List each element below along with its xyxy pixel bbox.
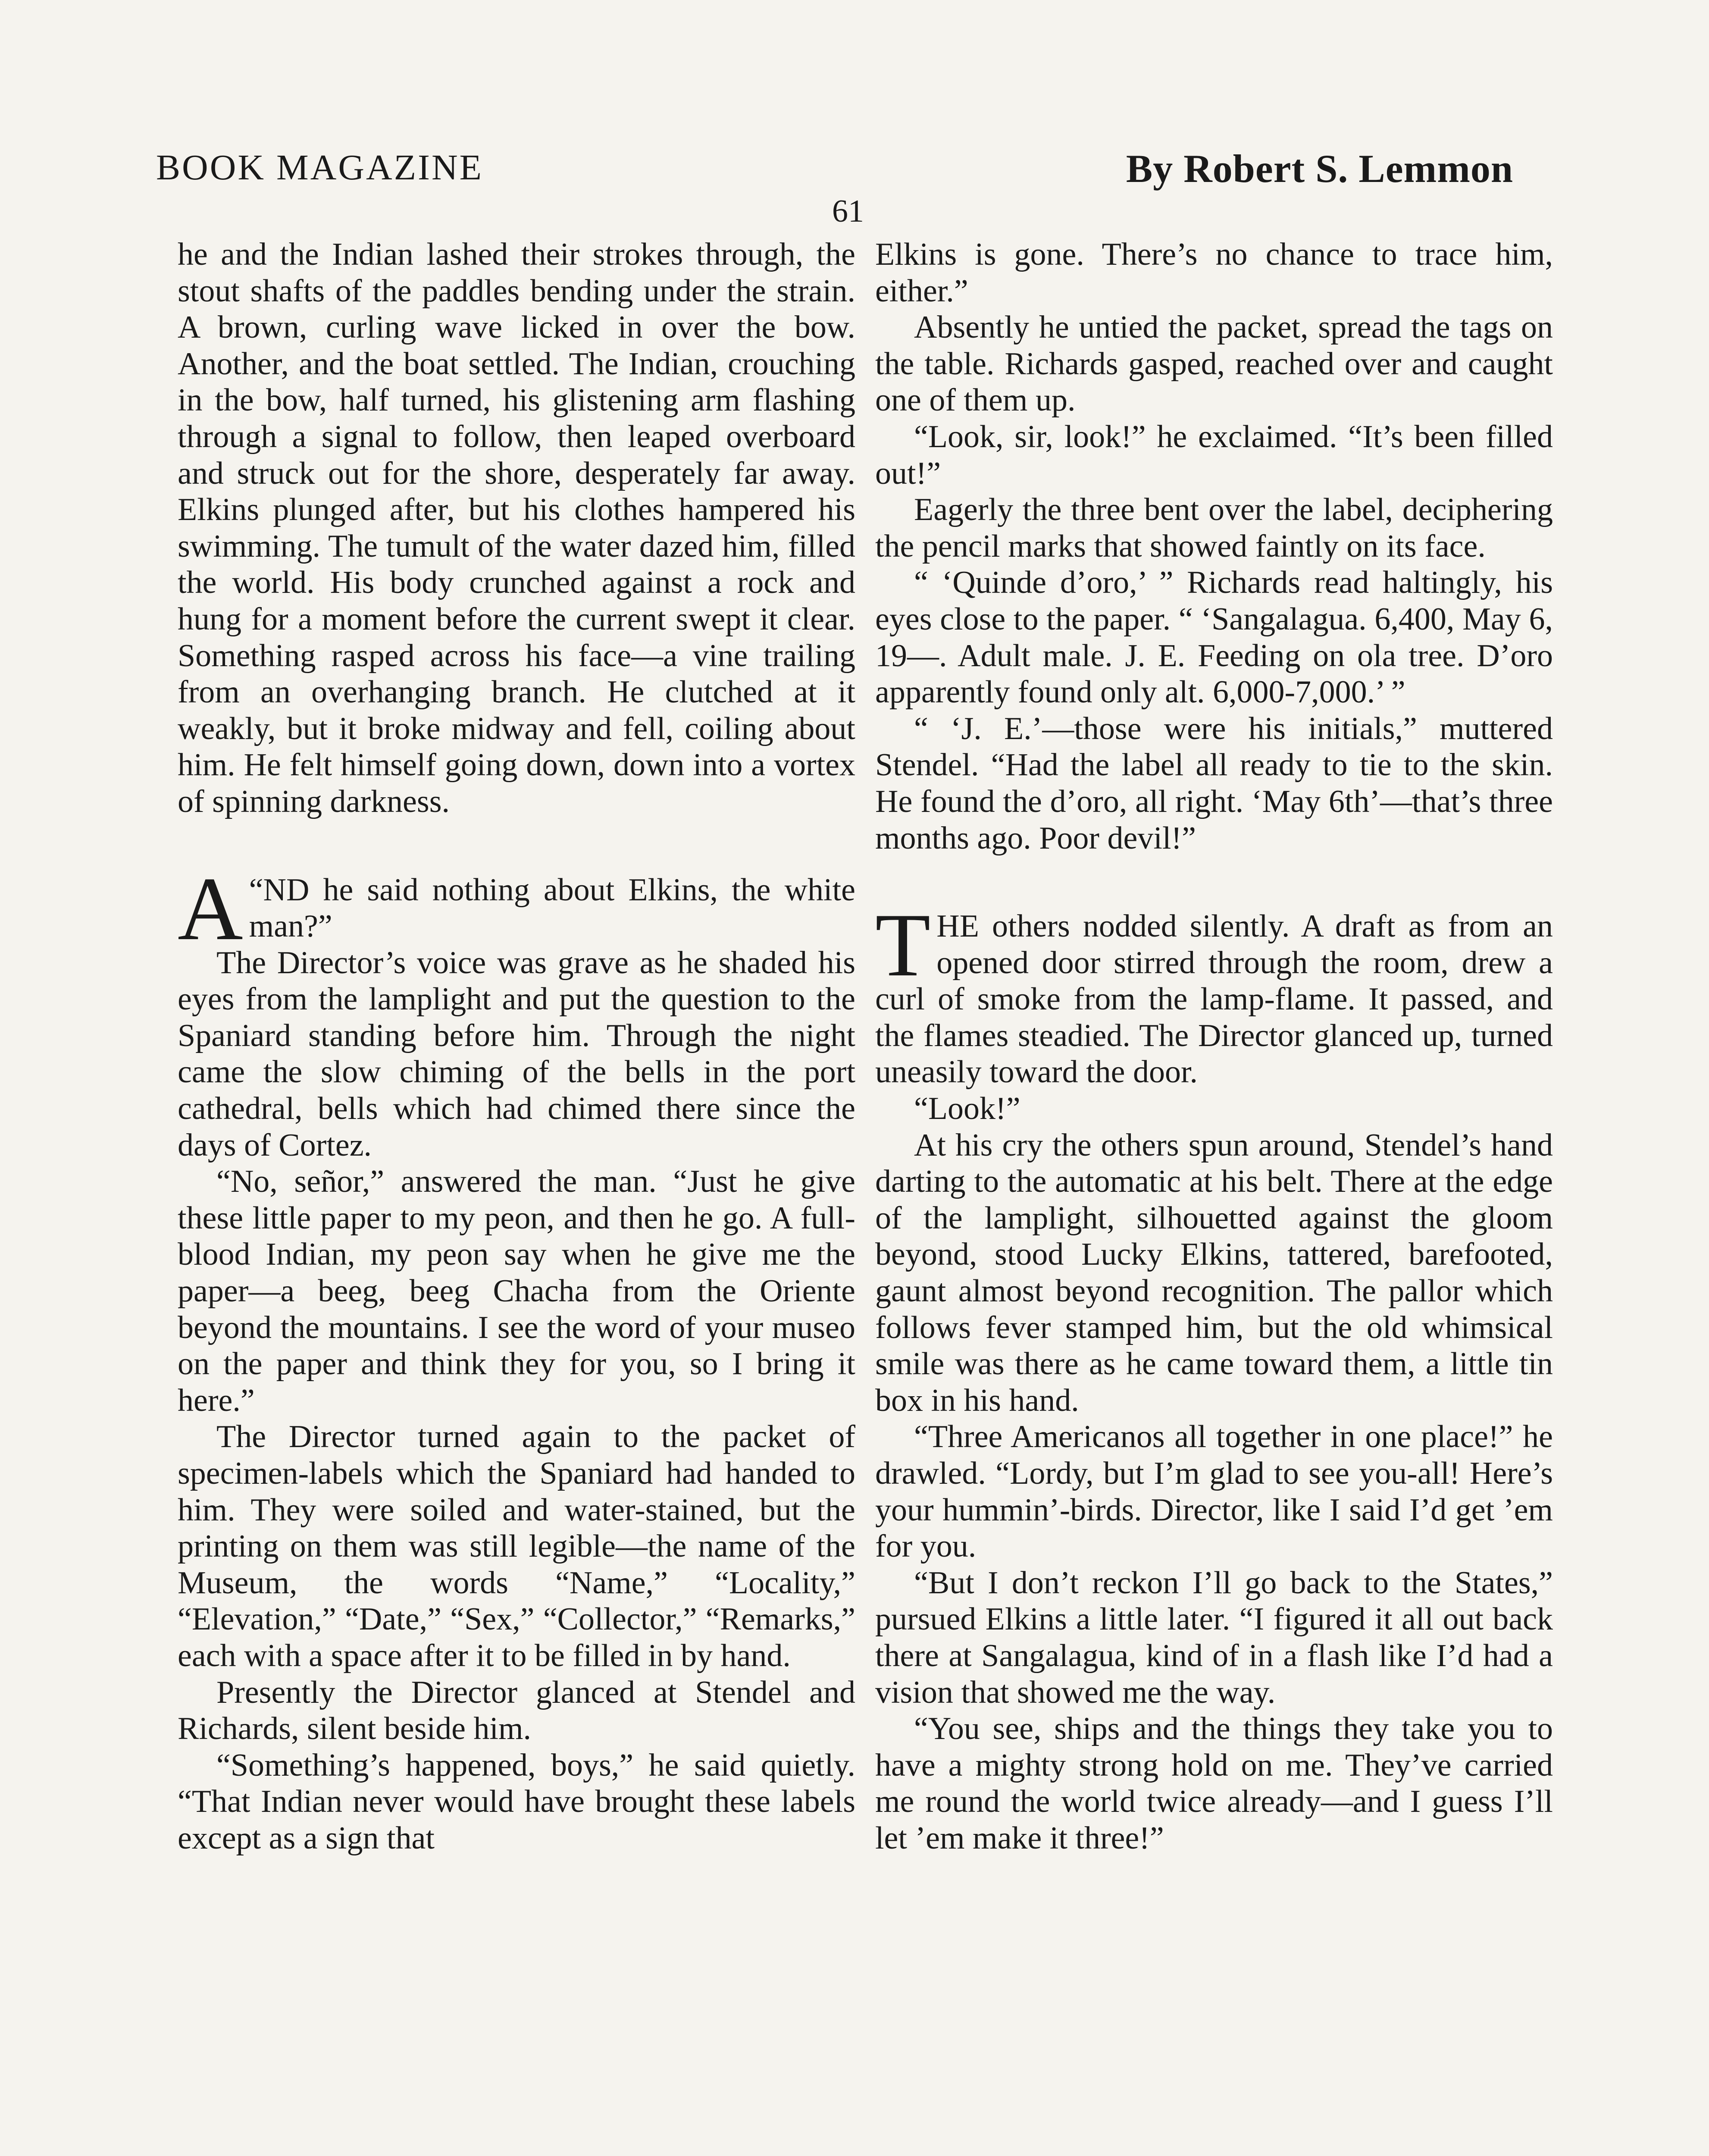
right-column [875,236,1553,1857]
paragraph: “But I don’t reckon I’ll go back to the States,” pursued Elkins a little later. “I figured it all out back there at Sangalagua, kind of in a flash like I’d had a vision that showed me the way. [875,1565,1553,1710]
paragraph: “Look!” [914,1091,1020,1127]
running-header-left: BOOK MAGAZINE [156,147,483,188]
running-header-author: By Robert S. Lemmon [1126,147,1513,191]
drop-cap: A [178,859,243,959]
paragraph: “ ‘Quinde d’oro,’ ” Richards read haltingly, his eyes close to the paper. “ ‘Sangalagua. 6,400, May 6, 19—. Adult male. J. E. Feeding on ola tree. D’oro apparently found only alt. 6,000-7,000.’ ” [875,565,1553,710]
paragraph: “No, señor,” answered the man. “Just he give these little paper to my peon, and then he go. A full-blood Indian, my peon say when he give me the paper—a beeg, beeg Chacha from the Oriente beyond the mountains. I see the word of your museo on the paper and think they for you, so I bring it here.” [178,1164,855,1418]
paragraph: “You see, ships and the things they take you to have a mighty strong hold on me. They’ve carried me round the world twice already—and I guess I’ll let ’em make it three!” [875,1711,1553,1856]
paragraph-text: HE others nodded silently. A draft as from an opened door stirred through the room, drew a curl of smoke from the lamp-flame. It passed, and the flames steadied. The Director glanced up, turned uneasily toward the door. [875,909,1553,1090]
paragraph: “ ‘J. E.’—those were his initials,” muttered Stendel. “Had the label all ready to tie to the skin. He found the d’oro, all right. ‘May 6th’—that’s three months ago. Poor devil!” [875,711,1553,856]
left-column [178,236,855,1857]
paragraph-text: ND he said nothing about Elkins, the white man?” [249,872,855,944]
paragraph: Presently the Director glanced at Stendel and Richards, silent beside him. [178,1674,855,1747]
page-number: 61 [832,194,864,229]
paragraph: Eagerly the three bent over the label, deciphering the pencil marks that showed faintly on its face. [875,492,1553,564]
drop-cap: T [875,895,931,996]
paragraph: he and the Indian lashed their strokes through, the stout shafts of the paddles bending under the strain. A brown, curling wave licked in over the bow. Another, and the boat settled. The Indian, crouching in the bow, half turned, his glistening arm flashing through a signal to follow, then leaped overboard and struck out for the shore, desperately far away. Elkins plunged after, but his clothes hampered his swimming. The tumult of the water dazed him, filled the world. His body crunched against a rock and hung for a moment before the current swept it clear. Something rasped across his face—a vine trailing from an overhanging branch. He clutched at it weakly, but it broke midway and fell, coiling about him. He felt himself going down, down into a vortex of spinning darkness. [178,237,855,819]
paragraph: “Something’s happened, boys,” he said quietly. “That Indian never would have brought these labels except as a sign that [178,1747,855,1856]
paragraph: At his cry the others spun around, Stendel’s hand darting to the automatic at his belt. There at the edge of the lamplight, silhouetted against the gloom beyond, stood Lucky Elkins, tattered, barefooted, gaunt almost beyond recognition. The pallor which follows fever stamped him, but the old whimsical smile was there as he came toward them, a little tin box in his hand. [875,1127,1553,1418]
section-opening-paragraph [178,859,855,959]
paragraph: “Look, sir, look!” he exclaimed. “It’s been filled out!” [875,419,1553,491]
paragraph: Elkins is gone. There’s no chance to trace him, either.” [875,237,1553,309]
paragraph: The Director’s voice was grave as he shaded his eyes from the lamplight and put the question to the Spaniard standing before him. Through the night came the slow chiming of the bells in the port cathedral, bells which had chimed there since the days of Cortez. [178,945,855,1163]
section-opening-paragraph [875,895,1553,1091]
open-quote: “ [249,872,263,908]
paragraph: “Three Americanos all together in one place!” he drawled. “Lordy, but I’m glad to see you-all! Here’s your hummin’-birds. Director, like I said I’d get ’em for you. [875,1419,1553,1564]
paragraph: The Director turned again to the packet of specimen-labels which the Spaniard had handed to him. They were soiled and water-stained, but the printing on them was still legible—the name of the Museum, the words “Name,” “Locality,” “Elevation,” “Date,” “Sex,” “Collector,” “Remarks,” each with a space after it to be filled in by hand. [178,1419,855,1673]
paragraph: Absently he untied the packet, spread the tags on the table. Richards gasped, reached over and caught one of them up. [875,310,1553,418]
